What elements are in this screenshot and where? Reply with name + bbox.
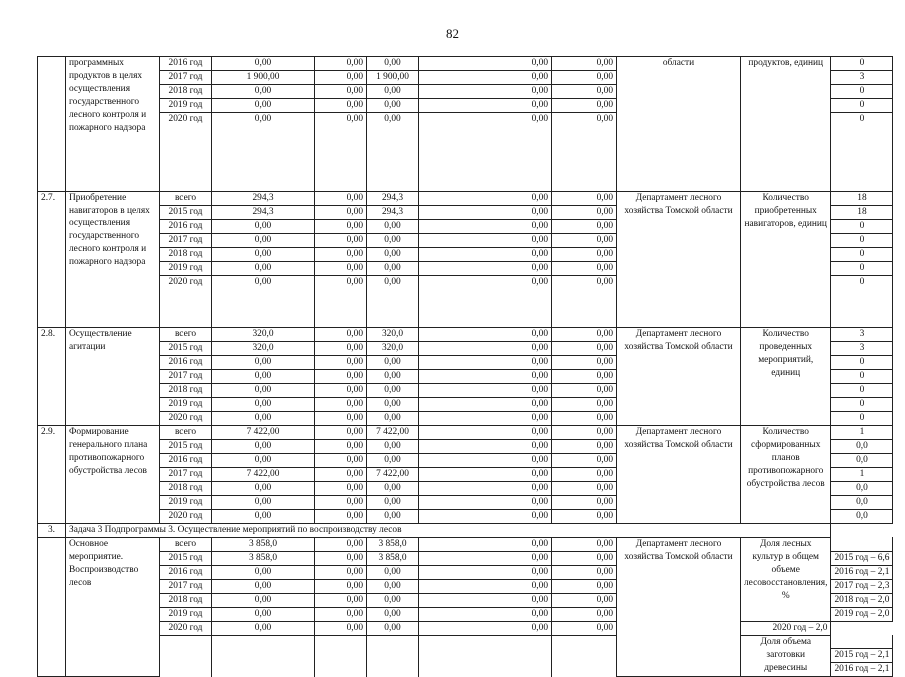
federal-cell: 0,00	[315, 275, 367, 327]
extra-cell: 0,00	[552, 551, 617, 565]
total-cell: 0,00	[212, 275, 315, 327]
regional-cell: 0,00	[367, 481, 419, 495]
year-cell: 2020 год	[160, 509, 212, 523]
indicator-value: 0	[831, 261, 893, 275]
local-cell: 0,00	[419, 369, 552, 383]
federal-cell: 0,00	[315, 85, 367, 99]
federal-cell: 0,00	[315, 327, 367, 341]
year-cell: 2018 год	[160, 383, 212, 397]
total-cell: 0,00	[212, 219, 315, 233]
blank-cell	[212, 635, 315, 676]
federal-cell: 0,00	[315, 261, 367, 275]
regional-cell: 1 900,00	[367, 71, 419, 85]
total-cell: 320,0	[212, 341, 315, 355]
federal-cell: 0,00	[315, 99, 367, 113]
extra-cell: 0,00	[552, 113, 617, 192]
federal-cell: 0,00	[315, 397, 367, 411]
regional-cell: 0,00	[367, 275, 419, 327]
year-cell: 2018 год	[160, 593, 212, 607]
extra-cell: 0,00	[552, 57, 617, 71]
local-cell: 0,00	[419, 607, 552, 621]
regional-cell: 294,3	[367, 205, 419, 219]
indicator-value: 0,0	[831, 439, 893, 453]
indicator-value: 0	[831, 233, 893, 247]
federal-cell: 0,00	[315, 355, 367, 369]
year-cell: всего	[160, 327, 212, 341]
year-cell: 2020 год	[160, 275, 212, 327]
federal-cell: 0,00	[315, 369, 367, 383]
section-number: 2.8.	[38, 327, 66, 425]
total-cell: 0,00	[212, 495, 315, 509]
federal-cell: 0,00	[315, 453, 367, 467]
indicator-value: 0	[831, 113, 893, 192]
federal-cell: 0,00	[315, 509, 367, 523]
local-cell: 0,00	[419, 453, 552, 467]
total-cell: 320,0	[212, 327, 315, 341]
indicator-name: Доля лесных культур в общем объеме лесовосстановления, %	[741, 537, 831, 621]
total-cell: 1 900,00	[212, 71, 315, 85]
local-cell: 0,00	[419, 425, 552, 439]
year-cell: 2018 год	[160, 85, 212, 99]
regional-cell: 3 858,0	[367, 551, 419, 565]
extra-cell: 0,00	[552, 71, 617, 85]
task-title: Задача 3 Подпрограммы 3. Осуществление мероприятий по воспроизводству лесов	[66, 523, 831, 537]
year-cell: 2017 год	[160, 467, 212, 481]
event-name: Осуществление агитации	[66, 327, 160, 425]
extra-cell: 0,00	[552, 537, 617, 551]
local-cell: 0,00	[419, 85, 552, 99]
blank-cell	[367, 635, 419, 676]
event-name: Основное мероприятие. Воспроизводство лесов	[66, 537, 160, 676]
total-cell: 0,00	[212, 369, 315, 383]
regional-cell: 0,00	[367, 247, 419, 261]
regional-cell: 0,00	[367, 607, 419, 621]
federal-cell: 0,00	[315, 607, 367, 621]
extra-cell: 0,00	[552, 425, 617, 439]
total-cell: 294,3	[212, 205, 315, 219]
total-cell: 0,00	[212, 261, 315, 275]
indicator-value: 1	[831, 425, 893, 439]
local-cell: 0,00	[419, 275, 552, 327]
regional-cell: 0,00	[367, 509, 419, 523]
indicator-value: 2017 год – 2,3	[831, 579, 893, 593]
extra-cell: 0,00	[552, 383, 617, 397]
local-cell: 0,00	[419, 439, 552, 453]
regional-cell: 0,00	[367, 397, 419, 411]
local-cell: 0,00	[419, 551, 552, 565]
indicator-value: 2018 год – 2,0	[831, 593, 893, 607]
table-row	[38, 635, 893, 648]
total-cell: 0,00	[212, 509, 315, 523]
federal-cell: 0,00	[315, 57, 367, 71]
regional-cell: 0,00	[367, 439, 419, 453]
year-cell: 2020 год	[160, 621, 212, 635]
indicator-value: 0,0	[831, 481, 893, 495]
year-cell: 2016 год	[160, 219, 212, 233]
indicator-value: 2016 год – 2,1	[831, 565, 893, 579]
federal-cell: 0,00	[315, 481, 367, 495]
total-cell: 0,00	[212, 247, 315, 261]
indicator-value: 1	[831, 467, 893, 481]
federal-cell: 0,00	[315, 247, 367, 261]
indicator-name: Количество сформированных планов противопожарного обустройства лесов	[741, 425, 831, 523]
indicator-value: 3	[831, 327, 893, 341]
year-cell: 2015 год	[160, 205, 212, 219]
indicator-value: 0,0	[831, 495, 893, 509]
federal-cell: 0,00	[315, 341, 367, 355]
local-cell: 0,00	[419, 233, 552, 247]
table-row	[38, 57, 893, 71]
local-cell: 0,00	[419, 621, 552, 635]
extra-cell: 0,00	[552, 233, 617, 247]
indicator-value: 0	[831, 85, 893, 99]
year-cell: 2017 год	[160, 369, 212, 383]
year-cell: 2016 год	[160, 355, 212, 369]
regional-cell: 0,00	[367, 355, 419, 369]
local-cell: 0,00	[419, 537, 552, 551]
federal-cell: 0,00	[315, 191, 367, 205]
regional-cell: 7 422,00	[367, 425, 419, 439]
executor-cell: Департамент лесного хозяйства Томской области	[617, 327, 741, 425]
indicator-value-empty	[831, 537, 893, 551]
federal-cell: 0,00	[315, 565, 367, 579]
year-cell: 2019 год	[160, 261, 212, 275]
extra-cell: 0,00	[552, 467, 617, 481]
regional-cell: 0,00	[367, 453, 419, 467]
extra-cell: 0,00	[552, 341, 617, 355]
indicator-value: 3	[831, 71, 893, 85]
indicator-value-empty	[831, 635, 893, 648]
indicator-value: 0	[831, 369, 893, 383]
indicator-value: 0,0	[831, 453, 893, 467]
year-cell: 2020 год	[160, 411, 212, 425]
local-cell: 0,00	[419, 57, 552, 71]
year-cell: 2019 год	[160, 99, 212, 113]
total-cell: 7 422,00	[212, 425, 315, 439]
year-cell: 2019 год	[160, 495, 212, 509]
regional-cell: 0,00	[367, 57, 419, 71]
indicator-value: 0,0	[831, 509, 893, 523]
local-cell: 0,00	[419, 509, 552, 523]
indicator-value: 2015 год – 6,6	[831, 551, 893, 565]
indicator-value: 18	[831, 205, 893, 219]
local-cell: 0,00	[419, 383, 552, 397]
extra-cell: 0,00	[552, 593, 617, 607]
table-row	[38, 425, 893, 439]
extra-cell: 0,00	[552, 565, 617, 579]
indicator-value: 18	[831, 191, 893, 205]
total-cell: 0,00	[212, 85, 315, 99]
total-cell: 0,00	[212, 481, 315, 495]
table-row	[38, 327, 893, 341]
regional-cell: 0,00	[367, 621, 419, 635]
total-cell: 7 422,00	[212, 467, 315, 481]
federal-cell: 0,00	[315, 467, 367, 481]
regional-cell: 0,00	[367, 261, 419, 275]
table-row	[38, 191, 893, 205]
extra-cell: 0,00	[552, 191, 617, 205]
indicator-value: 0	[831, 219, 893, 233]
total-cell: 0,00	[212, 113, 315, 192]
regional-cell: 320,0	[367, 327, 419, 341]
regional-cell: 294,3	[367, 191, 419, 205]
blank-cell	[160, 635, 212, 676]
blank-cell	[552, 635, 617, 676]
federal-cell: 0,00	[315, 579, 367, 593]
regional-cell: 0,00	[367, 219, 419, 233]
federal-cell: 0,00	[315, 495, 367, 509]
federal-cell: 0,00	[315, 113, 367, 192]
extra-cell: 0,00	[552, 355, 617, 369]
year-cell: 2016 год	[160, 453, 212, 467]
extra-cell: 0,00	[552, 85, 617, 99]
total-cell: 0,00	[212, 607, 315, 621]
total-cell: 0,00	[212, 411, 315, 425]
indicator-value: 0	[831, 247, 893, 261]
program-table	[37, 56, 893, 677]
local-cell: 0,00	[419, 565, 552, 579]
indicator-value: 2019 год – 2,0	[831, 607, 893, 621]
federal-cell: 0,00	[315, 537, 367, 551]
extra-cell: 0,00	[552, 275, 617, 327]
regional-cell: 0,00	[367, 233, 419, 247]
year-cell: 2018 год	[160, 481, 212, 495]
local-cell: 0,00	[419, 495, 552, 509]
extra-cell: 0,00	[552, 621, 617, 635]
year-cell: 2018 год	[160, 247, 212, 261]
total-cell: 294,3	[212, 191, 315, 205]
local-cell: 0,00	[419, 205, 552, 219]
indicator-name: продуктов, единиц	[741, 57, 831, 192]
local-cell: 0,00	[419, 355, 552, 369]
indicator-value: 0	[831, 57, 893, 71]
extra-cell: 0,00	[552, 453, 617, 467]
regional-cell: 0,00	[367, 495, 419, 509]
regional-cell: 7 422,00	[367, 467, 419, 481]
indicator-value: 0	[831, 411, 893, 425]
event-name: программных продуктов в целях осуществления государственного лесного контроля и пожарного надзора	[66, 57, 160, 192]
indicator-name: Количество проведенных мероприятий, единиц	[741, 327, 831, 425]
local-cell: 0,00	[419, 191, 552, 205]
regional-cell: 0,00	[367, 85, 419, 99]
total-cell: 3 858,0	[212, 537, 315, 551]
extra-cell: 0,00	[552, 579, 617, 593]
task-number: 3.	[38, 523, 66, 537]
indicator-value: 3	[831, 341, 893, 355]
extra-cell: 0,00	[552, 509, 617, 523]
regional-cell: 0,00	[367, 113, 419, 192]
executor-cell: Департамент лесного хозяйства Томской области	[617, 191, 741, 327]
year-cell: 2019 год	[160, 607, 212, 621]
regional-cell: 0,00	[367, 99, 419, 113]
regional-cell: 0,00	[367, 579, 419, 593]
indicator-value: 0	[831, 355, 893, 369]
extra-cell: 0,00	[552, 495, 617, 509]
regional-cell: 0,00	[367, 565, 419, 579]
federal-cell: 0,00	[315, 383, 367, 397]
year-cell: 2020 год	[160, 113, 212, 192]
federal-cell: 0,00	[315, 71, 367, 85]
local-cell: 0,00	[419, 327, 552, 341]
regional-cell: 0,00	[367, 593, 419, 607]
regional-cell: 0,00	[367, 369, 419, 383]
section-number: 2.9.	[38, 425, 66, 523]
year-cell: 2017 год	[160, 579, 212, 593]
extra-cell: 0,00	[552, 219, 617, 233]
event-name: Приобретение навигаторов в целях осуществления государственного лесного контроля и пожарного надзора	[66, 191, 160, 327]
total-cell: 0,00	[212, 579, 315, 593]
extra-cell: 0,00	[552, 369, 617, 383]
executor-cell: области	[617, 57, 741, 192]
extra-cell: 0,00	[552, 481, 617, 495]
regional-cell: 320,0	[367, 341, 419, 355]
year-cell: 2017 год	[160, 233, 212, 247]
event-name: Формирование генерального плана противопожарного обустройства лесов	[66, 425, 160, 523]
indicator-value: 0	[831, 397, 893, 411]
federal-cell: 0,00	[315, 411, 367, 425]
blank-cell	[419, 635, 552, 676]
total-cell: 0,00	[212, 355, 315, 369]
total-cell: 0,00	[212, 453, 315, 467]
local-cell: 0,00	[419, 247, 552, 261]
federal-cell: 0,00	[315, 621, 367, 635]
total-cell: 0,00	[212, 593, 315, 607]
year-cell: 2015 год	[160, 551, 212, 565]
local-cell: 0,00	[419, 481, 552, 495]
total-cell: 0,00	[212, 233, 315, 247]
year-cell: 2016 год	[160, 565, 212, 579]
section-number	[38, 57, 66, 192]
extra-cell: 0,00	[552, 397, 617, 411]
federal-cell: 0,00	[315, 551, 367, 565]
total-cell: 0,00	[212, 57, 315, 71]
total-cell: 0,00	[212, 439, 315, 453]
local-cell: 0,00	[419, 593, 552, 607]
executor-cell: Департамент лесного хозяйства Томской области	[617, 425, 741, 523]
total-cell: 0,00	[212, 99, 315, 113]
total-cell: 0,00	[212, 397, 315, 411]
year-cell: 2016 год	[160, 57, 212, 71]
local-cell: 0,00	[419, 113, 552, 192]
extra-cell: 0,00	[552, 411, 617, 425]
year-cell: 2019 год	[160, 397, 212, 411]
federal-cell: 0,00	[315, 439, 367, 453]
year-cell: всего	[160, 191, 212, 205]
local-cell: 0,00	[419, 99, 552, 113]
indicator-value: 0	[831, 383, 893, 397]
indicator-value: 2015 год – 2,1	[831, 649, 893, 663]
federal-cell: 0,00	[315, 219, 367, 233]
extra-cell: 0,00	[552, 205, 617, 219]
regional-cell: 0,00	[367, 383, 419, 397]
federal-cell: 0,00	[315, 593, 367, 607]
federal-cell: 0,00	[315, 233, 367, 247]
indicator-value: 0	[831, 275, 893, 327]
local-cell: 0,00	[419, 261, 552, 275]
regional-cell: 0,00	[367, 411, 419, 425]
year-cell: всего	[160, 537, 212, 551]
section-number: 2.7.	[38, 191, 66, 327]
local-cell: 0,00	[419, 219, 552, 233]
regional-cell: 3 858,0	[367, 537, 419, 551]
local-cell: 0,00	[419, 411, 552, 425]
section-number	[38, 537, 66, 676]
local-cell: 0,00	[419, 579, 552, 593]
indicator-value: 2016 год – 2,1	[831, 663, 893, 677]
total-cell: 3 858,0	[212, 551, 315, 565]
total-cell: 0,00	[212, 621, 315, 635]
total-cell: 0,00	[212, 565, 315, 579]
federal-cell: 0,00	[315, 425, 367, 439]
executor-cell: Департамент лесного хозяйства Томской области	[617, 537, 741, 676]
extra-cell: 0,00	[552, 327, 617, 341]
local-cell: 0,00	[419, 341, 552, 355]
table-row	[38, 621, 893, 635]
blank-cell	[315, 635, 367, 676]
local-cell: 0,00	[419, 467, 552, 481]
table-row	[38, 537, 893, 551]
local-cell: 0,00	[419, 71, 552, 85]
total-cell: 0,00	[212, 383, 315, 397]
year-cell: 2015 год	[160, 439, 212, 453]
indicator-value: 2020 год – 2,0	[741, 621, 831, 635]
extra-cell: 0,00	[552, 247, 617, 261]
extra-cell: 0,00	[552, 439, 617, 453]
year-cell: 2017 год	[160, 71, 212, 85]
extra-cell: 0,00	[552, 99, 617, 113]
indicator-name: Доля объема заготовки древесины	[741, 635, 831, 676]
year-cell: 2015 год	[160, 341, 212, 355]
extra-cell: 0,00	[552, 261, 617, 275]
task-row	[38, 523, 893, 537]
indicator-value: 0	[831, 99, 893, 113]
extra-cell: 0,00	[552, 607, 617, 621]
federal-cell: 0,00	[315, 205, 367, 219]
page-number: 82	[446, 26, 459, 41]
year-cell: всего	[160, 425, 212, 439]
indicator-name: Количество приобретенных навигаторов, единиц	[741, 191, 831, 327]
local-cell: 0,00	[419, 397, 552, 411]
